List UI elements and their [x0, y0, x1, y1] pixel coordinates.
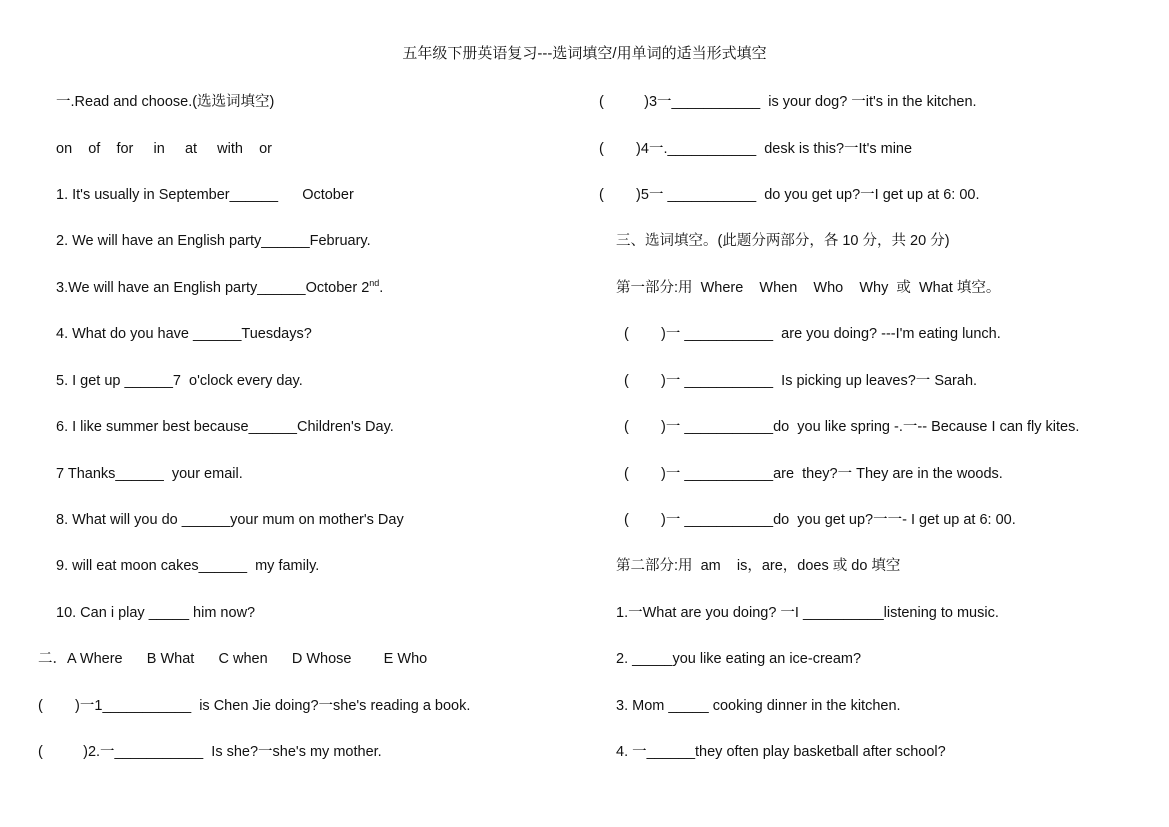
- left-item-10: 10. Can i play _____ him now?: [56, 605, 256, 621]
- section2-item-5: ( )5一 ___________ do you get up?一I get up at 6: 00.: [599, 187, 980, 203]
- part2-heading: 第二部分:用 am is，are，does 或 do 填空: [616, 558, 901, 574]
- section2-item-4: ( )4一.___________ desk is this?一It's mine: [599, 141, 913, 157]
- part1-item-2: ( )一 ___________ Is picking up leaves?一 Sarah.: [624, 373, 978, 389]
- page-title: 五年级下册英语复习---选词填空/用单词的适当形式填空: [402, 45, 767, 62]
- left-item-6: 6. I like summer best because______Children's Day.: [56, 419, 394, 435]
- left-item-9: 9. will eat moon cakes______ my family.: [56, 558, 320, 574]
- part1-item-3: ( )一 ___________do you like spring -.一-- Because I can fly kites.: [624, 419, 1080, 435]
- part2-item-2: 2. _____you like eating an ice-cream?: [616, 651, 862, 667]
- part1-item-5: ( )一 ___________do you get up?一一- I get up at 6: 00.: [624, 512, 1016, 528]
- left-item-3-text: 3.We will have an English party______October 2: [56, 280, 370, 296]
- part2-item-4: 4. 一______they often play basketball after school?: [616, 744, 946, 760]
- section2-options: 二．A Where B What C when D Whose E Who: [38, 651, 428, 667]
- left-item-1: 1. It's usually in September______ October: [56, 187, 354, 203]
- section2-item-2: ( )2.一___________ Is she?一she's my mother.: [38, 744, 382, 760]
- word-bank: on of for in at with or: [56, 141, 272, 157]
- section1-heading: 一.Read and choose.(选选词填空): [56, 94, 275, 110]
- left-item-5: 5. I get up ______7 o'clock every day.: [56, 373, 303, 389]
- left-item-7: 7 Thanks______ your email.: [56, 466, 243, 482]
- section2-item-1: ( )一1___________ is Chen Jie doing?一she's reading a book.: [38, 698, 471, 714]
- part2-item-3: 3. Mom _____ cooking dinner in the kitchen.: [616, 698, 901, 714]
- left-item-8: 8. What will you do ______your mum on mother's Day: [56, 512, 404, 528]
- left-item-3-end: .: [379, 280, 384, 296]
- left-item-3-sup: nd: [369, 278, 380, 289]
- part1-heading: 第一部分:用 Where When Who Why 或 What 填空。: [616, 280, 1001, 296]
- left-item-4: 4. What do you have ______Tuesdays?: [56, 326, 312, 342]
- section3-heading: 三、选词填空。(此题分两部分，各 10 分，共 20 分): [616, 233, 950, 249]
- part1-item-4: ( )一 ___________are they?一 They are in the woods.: [624, 466, 1003, 482]
- left-item-2: 2. We will have an English party______February.: [56, 233, 371, 249]
- part2-item-1: 1.一What are you doing? 一I __________listening to music.: [616, 605, 999, 621]
- section2-item-3: ( )3一___________ is your dog? 一it's in the kitchen.: [599, 94, 977, 110]
- left-item-3: [56, 279, 383, 297]
- part1-item-1: ( )一 ___________ are you doing? ---I'm eating lunch.: [624, 326, 1001, 342]
